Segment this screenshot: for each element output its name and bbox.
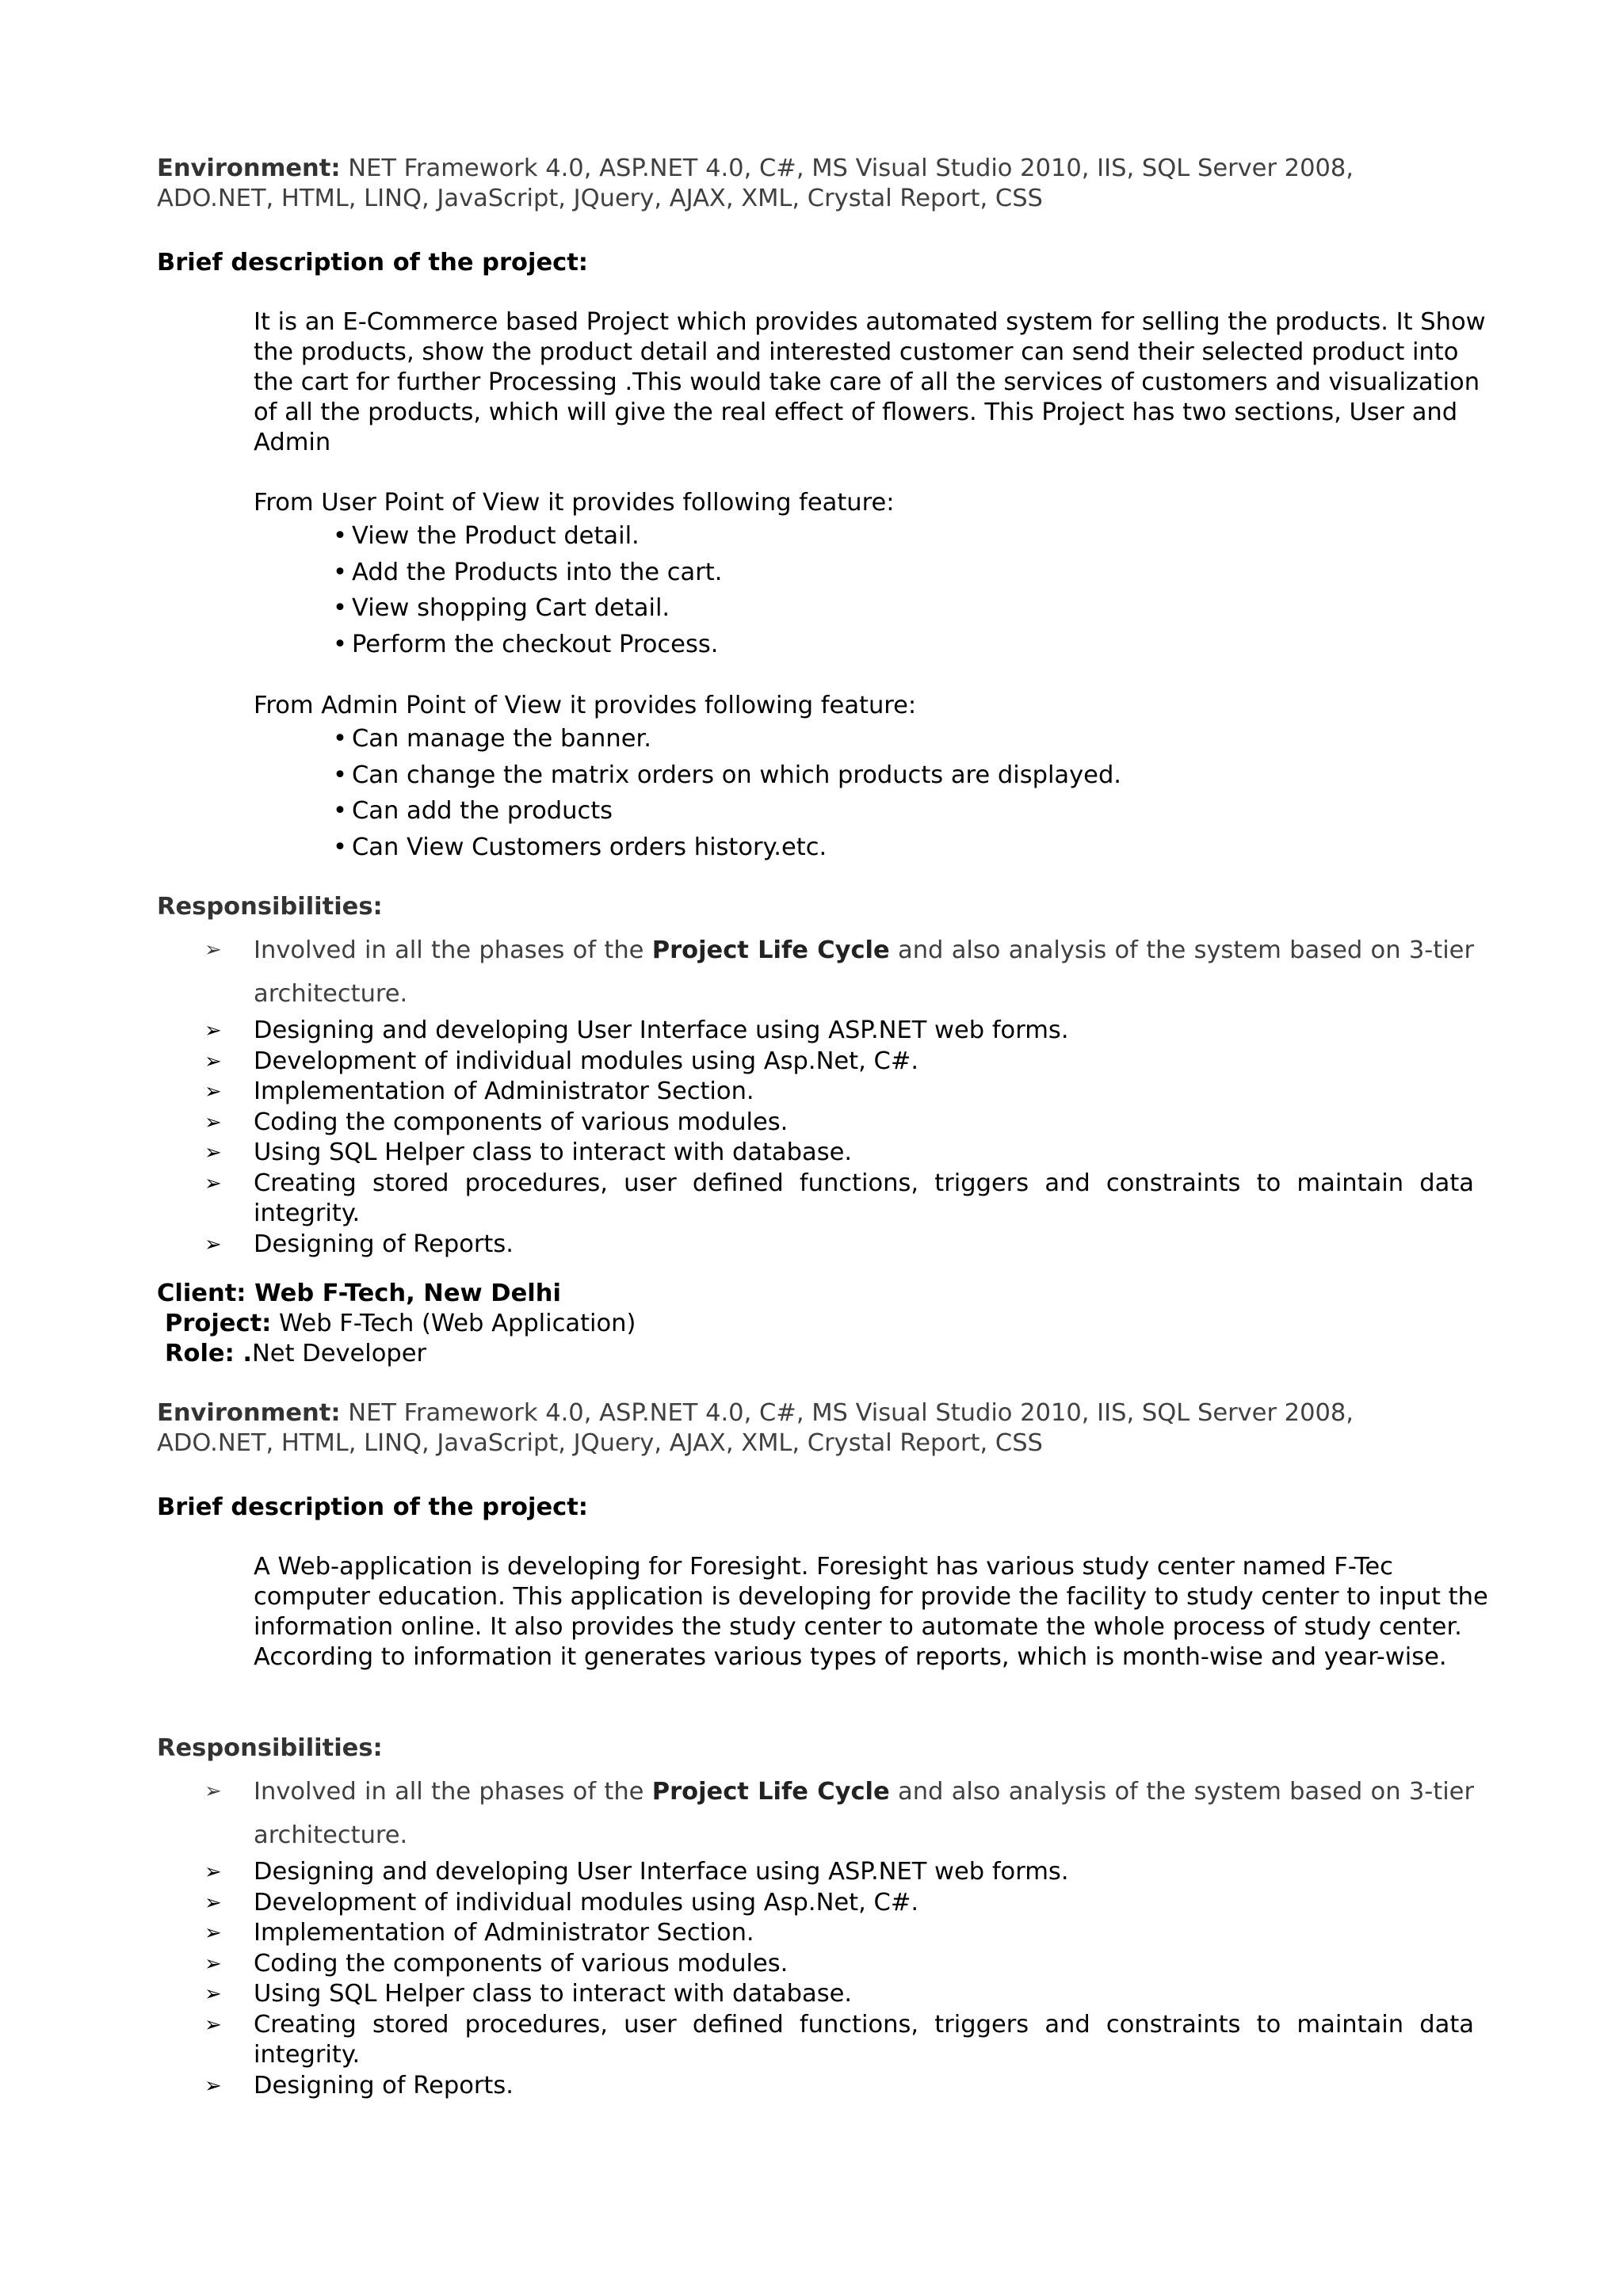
responsibilities-heading: Responsibilities: (157, 893, 383, 921)
list-item: ➢ Coding the components of various modules. (254, 1949, 1474, 1980)
list-item: ➢ Development of individual modules using Asp.Net, C#. (254, 1888, 1474, 1919)
list-item: ➢ Development of individual modules using Asp.Net, C#. (254, 1047, 1474, 1077)
list-item: ➢ Implementation of Administrator Section. (254, 1077, 1474, 1108)
role-label: Role: . (165, 1340, 252, 1367)
environment-paragraph (157, 1398, 1477, 1459)
list-item: • View the Product detail. (333, 518, 1490, 555)
arrow-bullet-icon: ➢ (204, 1232, 222, 1257)
admin-features-block (254, 691, 1490, 865)
project-life-cycle-text: Project Life Cycle (651, 1778, 890, 1806)
client-label: Client: Web F-Tech, New Delhi (157, 1280, 561, 1307)
arrow-bullet-icon: ➢ (204, 1982, 222, 2006)
environment-paragraph (157, 154, 1477, 214)
role-value: Net Developer (251, 1340, 427, 1367)
list-item: ➢ Using SQL Helper class to interact with database. (254, 1979, 1474, 2010)
arrow-bullet-icon: ➢ (204, 1951, 222, 1976)
responsibilities-list (204, 1770, 1474, 2101)
project-description: A Web-application is developing for Foresight. Foresight has various study center named F-Tec computer education. This application is developing for provide the facility to study center to input the information online. It also provides the study center to automate the whole process of study center. According to information it generates various types of reports, which is month-wise and year-wise. (254, 1553, 1488, 1671)
user-features-block (254, 488, 1490, 662)
arrow-bullet-icon: ➢ (204, 1049, 222, 1074)
arrow-bullet-icon: ➢ (204, 1019, 222, 1043)
arrow-bullet-icon: ➢ (204, 1171, 222, 1196)
list-item: ➢ Coding the components of various modules. (254, 1108, 1474, 1138)
responsibilities-list (204, 929, 1474, 1260)
environment-label: Environment: (157, 1399, 341, 1427)
environment-label: Environment: (157, 154, 341, 182)
arrow-bullet-icon: ➢ (204, 1860, 222, 1884)
list-item: • View shopping Cart detail. (333, 590, 1490, 627)
brief-heading: Brief description of the project: (157, 1493, 588, 1521)
list-item: ➢ Involved in all the phases of the Project Life Cycle and also analysis of the system based on 3-tier architecture. (254, 929, 1474, 1016)
arrow-bullet-icon: ➢ (204, 1080, 222, 1104)
project-life-cycle-text: Project Life Cycle (651, 936, 890, 964)
list-item: ➢ Involved in all the phases of the Project Life Cycle and also analysis of the system based on 3-tier architecture. (254, 1770, 1474, 1857)
list-item: ➢ Designing and developing User Interface using ASP.NET web forms. (254, 1016, 1474, 1047)
role-line (157, 1339, 1477, 1369)
project-description: It is an E-Commerce based Project which provides automated system for selling the products. It Show the products, show the product detail and interested customer can send their selected product into the cart for further Processing .This would take care of all the services of customers and visualization of all the products, which will give the real effect of flowers. This Project has two sections, User and Admin (254, 308, 1486, 456)
project-label: Project: (165, 1310, 272, 1337)
project-description-block (254, 307, 1490, 458)
list-item: • Can manage the banner. (333, 721, 1490, 757)
list-item: • Can add the products (333, 793, 1490, 830)
list-item: ➢ Designing of Reports. (254, 1230, 1474, 1261)
arrow-bullet-icon: ➢ (204, 1110, 222, 1135)
list-item: • Can View Customers orders history.etc. (333, 830, 1490, 866)
user-features-list (254, 518, 1490, 662)
responsibilities-heading: Responsibilities: (157, 1734, 383, 1762)
arrow-bullet-icon: ➢ (204, 1141, 222, 1165)
client-block (157, 1279, 1477, 1369)
list-item: ➢ Creating stored procedures, user defined functions, triggers and constraints to maintain data integrity. (204, 1169, 1474, 1227)
list-item: ➢ Using SQL Helper class to interact with database. (254, 1138, 1474, 1169)
admin-features-intro: From Admin Point of View it provides following feature: (254, 692, 917, 719)
arrow-bullet-icon: ➢ (204, 2012, 222, 2037)
list-item: • Can change the matrix orders on which products are displayed. (333, 757, 1490, 794)
list-item: ➢ Designing of Reports. (254, 2071, 1474, 2102)
environment-text: NET Framework 4.0, ASP.NET 4.0, C#, MS Visual Studio 2010, IIS, SQL Server 2008, ADO.NET, HTML, LINQ, JavaScript, JQuery, AJAX, XML, Crystal Report, CSS (157, 1399, 1354, 1457)
environment-text: NET Framework 4.0, ASP.NET 4.0, C#, MS Visual Studio 2010, IIS, SQL Server 2008, ADO.NET, HTML, LINQ, JavaScript, JQuery, AJAX, XML, Crystal Report, CSS (157, 154, 1354, 212)
list-item: ➢ Creating stored procedures, user defined functions, triggers and constraints to maintain data integrity. (204, 2010, 1474, 2069)
list-item: • Add the Products into the cart. (333, 555, 1490, 591)
arrow-bullet-icon: ➢ (204, 1921, 222, 1945)
arrow-bullet-icon: ➢ (204, 938, 222, 962)
brief-heading: Brief description of the project: (157, 249, 588, 277)
project-line (157, 1309, 1477, 1339)
arrow-bullet-icon: ➢ (204, 1779, 222, 1803)
list-item: ➢ Implementation of Administrator Section. (254, 1918, 1474, 1949)
arrow-bullet-icon: ➢ (204, 1890, 222, 1915)
arrow-bullet-icon: ➢ (204, 2073, 222, 2098)
admin-features-list (254, 721, 1490, 865)
list-item: ➢ Designing and developing User Interface using ASP.NET web forms. (254, 1857, 1474, 1888)
user-features-intro: From User Point of View it provides following feature: (254, 489, 895, 517)
list-item: • Perform the checkout Process. (333, 627, 1490, 663)
project-value: Web F-Tech (Web Application) (271, 1310, 636, 1337)
project-description-block (254, 1552, 1490, 1672)
